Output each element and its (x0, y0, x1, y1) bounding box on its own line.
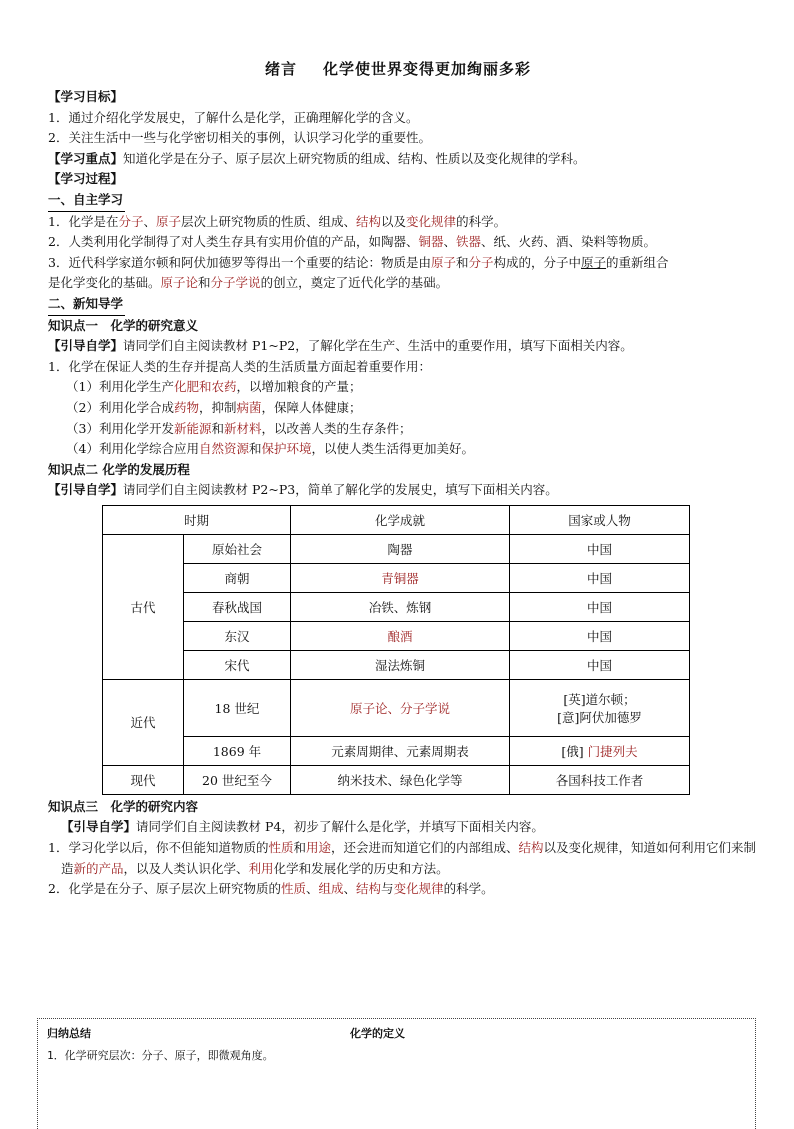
kp1-item-2: （2）利用化学合成药物，抑制病菌，保障人体健康； (66, 399, 362, 415)
focus-label: 【学习重点】 (48, 150, 124, 166)
era-cell: 现代 (103, 765, 184, 794)
summary-heading: 化学的定义 (350, 1027, 405, 1040)
table-row (103, 736, 690, 765)
goal-item: 2．关注生活中一些与化学密切相关的事例，认识学习化学的重要性。 (48, 130, 431, 146)
kp3-guide: 【引导自学】请同学们自主阅读教材 P4，初步了解什么是化学，并填写下面相关内容。 (61, 819, 544, 835)
period-cell: 商朝 (184, 563, 291, 592)
kp3-item-1: 1．学习化学以后，你不但能知道物质的性质和用途，还会进而知道它们的内部组成、结构以及变化规律，知道如何利用它们来制造新的产品，以及人类认识化学、利用化学和发展化学的历史和方法。 (48, 840, 757, 876)
achievement-cell: 纳米技术、绿色化学等 (291, 765, 510, 794)
table-row (103, 621, 690, 650)
summary-label: 归纳总结 (47, 1027, 91, 1040)
table-header-row (103, 505, 690, 534)
who-cell: 中国 (510, 592, 690, 621)
who-cell: [俄] 门捷列夫 (510, 736, 690, 765)
who-cell: 各国科技工作者 (510, 765, 690, 794)
focus-text: 知道化学是在分子、原子层次上研究物质的组成、结构、性质以及变化规律的学科。 (123, 150, 586, 166)
who-cell: [英]道尔顿； [意]阿伏加德罗 (510, 679, 690, 736)
self-study-item-1: 1．化学是在分子、原子层次上研究物质的性质、组成、结构以及变化规律的科学。 (48, 213, 507, 229)
table-row (103, 765, 690, 794)
table-row (103, 650, 690, 679)
title-main: 化学使世界变得更加绚丽多彩 (323, 60, 532, 78)
table-row (103, 534, 690, 563)
era-cell: 古代 (103, 534, 184, 679)
process-header: 【学习过程】 (48, 171, 124, 187)
period-cell: 18 世纪 (184, 679, 291, 736)
achievement-cell: 陶器 (291, 534, 510, 563)
kp1-intro: 1．化学在保证人类的生存并提高人类的生活质量方面起着重要作用： (48, 358, 431, 374)
kp3-title: 知识点三 化学的研究内容 (48, 798, 199, 814)
kp2-title: 知识点二 化学的发展历程 (48, 461, 190, 477)
period-cell: 20 世纪至今 (184, 765, 291, 794)
summary-box (37, 1018, 756, 1129)
worksheet (48, 58, 757, 900)
goals-header: 【学习目标】 (48, 89, 124, 104)
period-cell: 东汉 (184, 621, 291, 650)
who-cell: 中国 (510, 534, 690, 563)
achievement-cell: 原子论、分子学说 (291, 679, 510, 736)
era-cell: 近代 (103, 679, 184, 765)
kp1-item-1: （1）利用化学生产化肥和农药，以增加粮食的产量； (66, 379, 362, 395)
kp1-guide: 【引导自学】请同学们自主阅读教材 P1~P2，了解化学在生产、生活中的重要作用，填写下面相关内容。 (48, 338, 633, 354)
period-cell: 春秋战国 (184, 592, 291, 621)
period-cell: 1869 年 (184, 736, 291, 765)
summary-line: 1．化学研究层次：分子、原子，即微观角度。 (47, 1049, 274, 1062)
period-cell: 宋代 (184, 650, 291, 679)
period-cell: 原始社会 (184, 534, 291, 563)
focus-line (48, 149, 748, 170)
self-study-item-3: 3．近代科学家道尔顿和阿伏加德罗等得出一个重要的结论：物质是由原子和分子构成的，分子中原子的重新组合 (48, 254, 669, 270)
kp2-guide: 【引导自学】请同学们自主阅读教材 P2~P3，简单了解化学的发展史，填写下面相关内容。 (48, 482, 558, 498)
table-header: 国家或人物 (510, 505, 690, 534)
kp3-item-2: 2．化学是在分子、原子层次上研究物质的性质、组成、结构与变化规律的科学。 (48, 881, 494, 897)
achievement-cell: 湿法炼铜 (291, 650, 510, 679)
kp1-item-3: （3）利用化学开发新能源和新材料，以改善人类的生存条件； (66, 420, 412, 436)
title-prefix: 绪言 (264, 60, 297, 78)
table-header: 时期 (103, 505, 291, 534)
table-row (103, 592, 690, 621)
self-study-item-3-cont: 是化学变化的基础。原子论和分子学说的创立，奠定了近代化学的基础。 (48, 275, 449, 291)
new-knowledge-header: 二、新知导学 (48, 294, 125, 316)
achievement-cell: 冶铁、炼钢 (291, 592, 510, 621)
kp1-item-4: （4）利用化学综合应用自然资源和保护环境，以使人类生活得更加美好。 (66, 441, 475, 457)
table-row (103, 563, 690, 592)
goal-item: 1．通过介绍化学发展史，了解什么是化学，正确理解化学的含义。 (48, 109, 419, 125)
who-cell: 中国 (510, 621, 690, 650)
table-row (103, 679, 690, 736)
history-table (102, 505, 690, 795)
page-title (48, 58, 748, 79)
table-header: 化学成就 (291, 505, 510, 534)
self-study-item-2: 2．人类利用化学制得了对人类生存具有实用价值的产品，如陶器、铜器、铁器、纸、火药、酒、染料等物质。 (48, 234, 657, 250)
kp1-title: 知识点一 化学的研究意义 (48, 317, 199, 333)
who-cell: 中国 (510, 563, 690, 592)
achievement-cell: 青铜器 (291, 563, 510, 592)
self-study-header: 一、自主学习 (48, 190, 125, 212)
who-cell: 中国 (510, 650, 690, 679)
achievement-cell: 元素周期律、元素周期表 (291, 736, 510, 765)
achievement-cell: 酿酒 (291, 621, 510, 650)
